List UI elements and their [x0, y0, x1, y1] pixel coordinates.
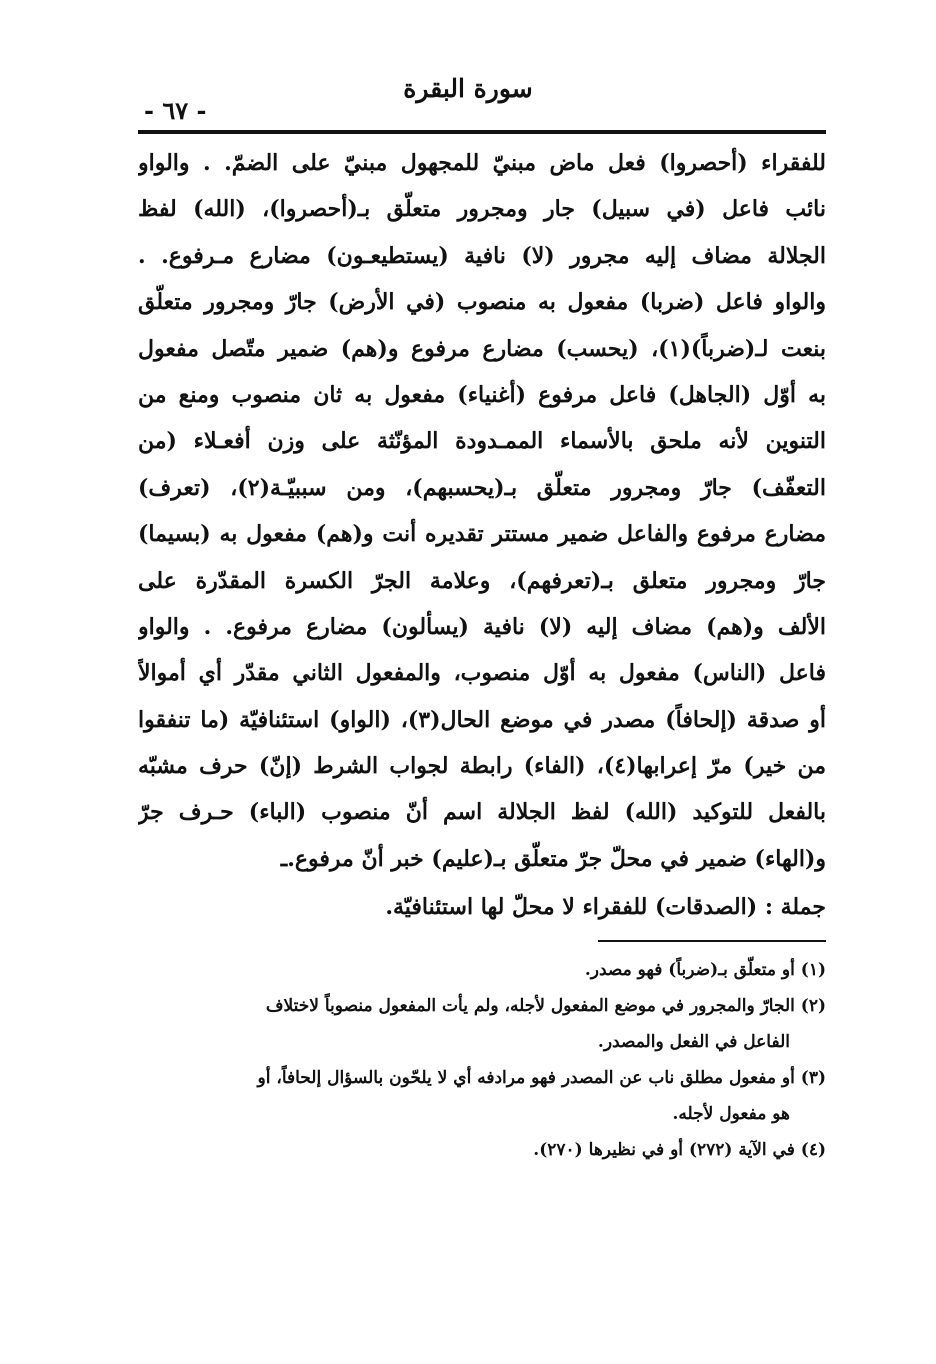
footnotes — [150, 952, 826, 1168]
running-title: سورة البقرة — [403, 74, 533, 103]
body-line: بالفعل للتوكيد (الله) لفظ الجلالة اسم أنّ منصوب (الباء) حـرف جرّ — [138, 799, 826, 826]
body-line: الألف و(هم) مضاف إليه (لا) نافية (يسألون) مضارع مرفوع. . والواو — [138, 613, 826, 640]
body-line: أو صدقة (إلحافاً) مصدر في موضع الحال(٣)، (الواو) استئنافيّة (ما تنفقوا — [138, 706, 826, 733]
body-line: الجلالة مضاف إليه مجرور (لا) نافية (يستطيعـون) مضارع مـرفوع. . — [138, 242, 826, 269]
body-text — [138, 140, 826, 882]
body-line: التنوين لأنه ملحق بالأسماء الممـدودة المؤنّثة على وزن أفعـلاء (من — [138, 428, 826, 455]
footnote-rule — [598, 940, 826, 942]
body-line: مضارع مرفوع والفاعل ضمير مستتر تقديره أنت و(هم) مفعول به (بسيما) — [138, 521, 826, 548]
footnote-line: (٤) في الآية (٢٧٢) أو في نظيرها (٢٧٠). — [533, 1140, 826, 1160]
footnote-line: الفاعل في الفعل والمصدر. — [597, 1032, 790, 1052]
body-line: به أوّل (الجاهل) فاعل مرفوع (أغنياء) مفعول به ثان منصوب ومنع من — [138, 381, 826, 408]
footnote-line: (٣) أو مفعول مطلق ناب عن المصدر فهو مرادفه أي لا يلحّون بالسؤال إلحافاً، أو — [257, 1068, 826, 1088]
body-line: للفقراء (أحصروا) فعل ماض مبنيّ للمجهول مبنيّ على الضمّ. . والواو — [138, 150, 826, 176]
header-rule — [138, 130, 826, 134]
footnote-3 — [150, 1060, 826, 1132]
footnote-1 — [150, 952, 826, 988]
footnote-line: (٢) الجارّ والمجرور في موضع المفعول لأجله، ولم يأت المفعول منصوباً لاختلاف — [265, 996, 826, 1016]
body-line: بنعت لـ(ضرباً)(١)، (يحسب) مضارع مرفوع و(هم) ضمير متّصل مفعول — [138, 335, 826, 362]
body-line: نائب فاعل (في سبيل) جار ومجرور متعلّق بـ(أحصروا)، (الله) لفظ — [138, 196, 826, 223]
body-line: و(الهاء) ضمير في محلّ جرّ متعلّق بـ(عليم) خبر أنّ مرفوع.ـ — [280, 845, 826, 872]
footnote-4 — [150, 1132, 826, 1168]
body-line: من خير) مرّ إعرابها(٤)، (الفاء) رابطة لجواب الشرط (إنّ) حرف مشبّه — [138, 753, 826, 780]
footnote-line: هو مفعول لأجله. — [672, 1104, 790, 1124]
footnote-line: (١) أو متعلّق بـ(ضرباً) فهو مصدر. — [584, 960, 826, 980]
body-line: فاعل (الناس) مفعول به أوّل منصوب، والمفعول الثاني مقدّر أي أموالاً — [138, 660, 826, 687]
body-line: والواو فاعل (ضربا) مفعول به منصوب (في الأرض) جارّ ومجرور متعلّق — [138, 289, 826, 316]
page-number: - ٦٧ - — [144, 96, 207, 125]
footnote-2 — [150, 988, 826, 1060]
body-line: جارّ ومجرور متعلق بـ(تعرفهم)، وعلامة الجرّ الكسرة المقدّرة على — [138, 567, 826, 594]
sentence-summary: جملة : (الصدقات) للفقراء لا محلّ لها استئنافيّة. — [385, 894, 826, 920]
body-line: التعفّف) جارّ ومجرور متعلّق بـ(يحسبهم)، ومن سببيّـة(٢)، (تعرف) — [138, 474, 826, 501]
